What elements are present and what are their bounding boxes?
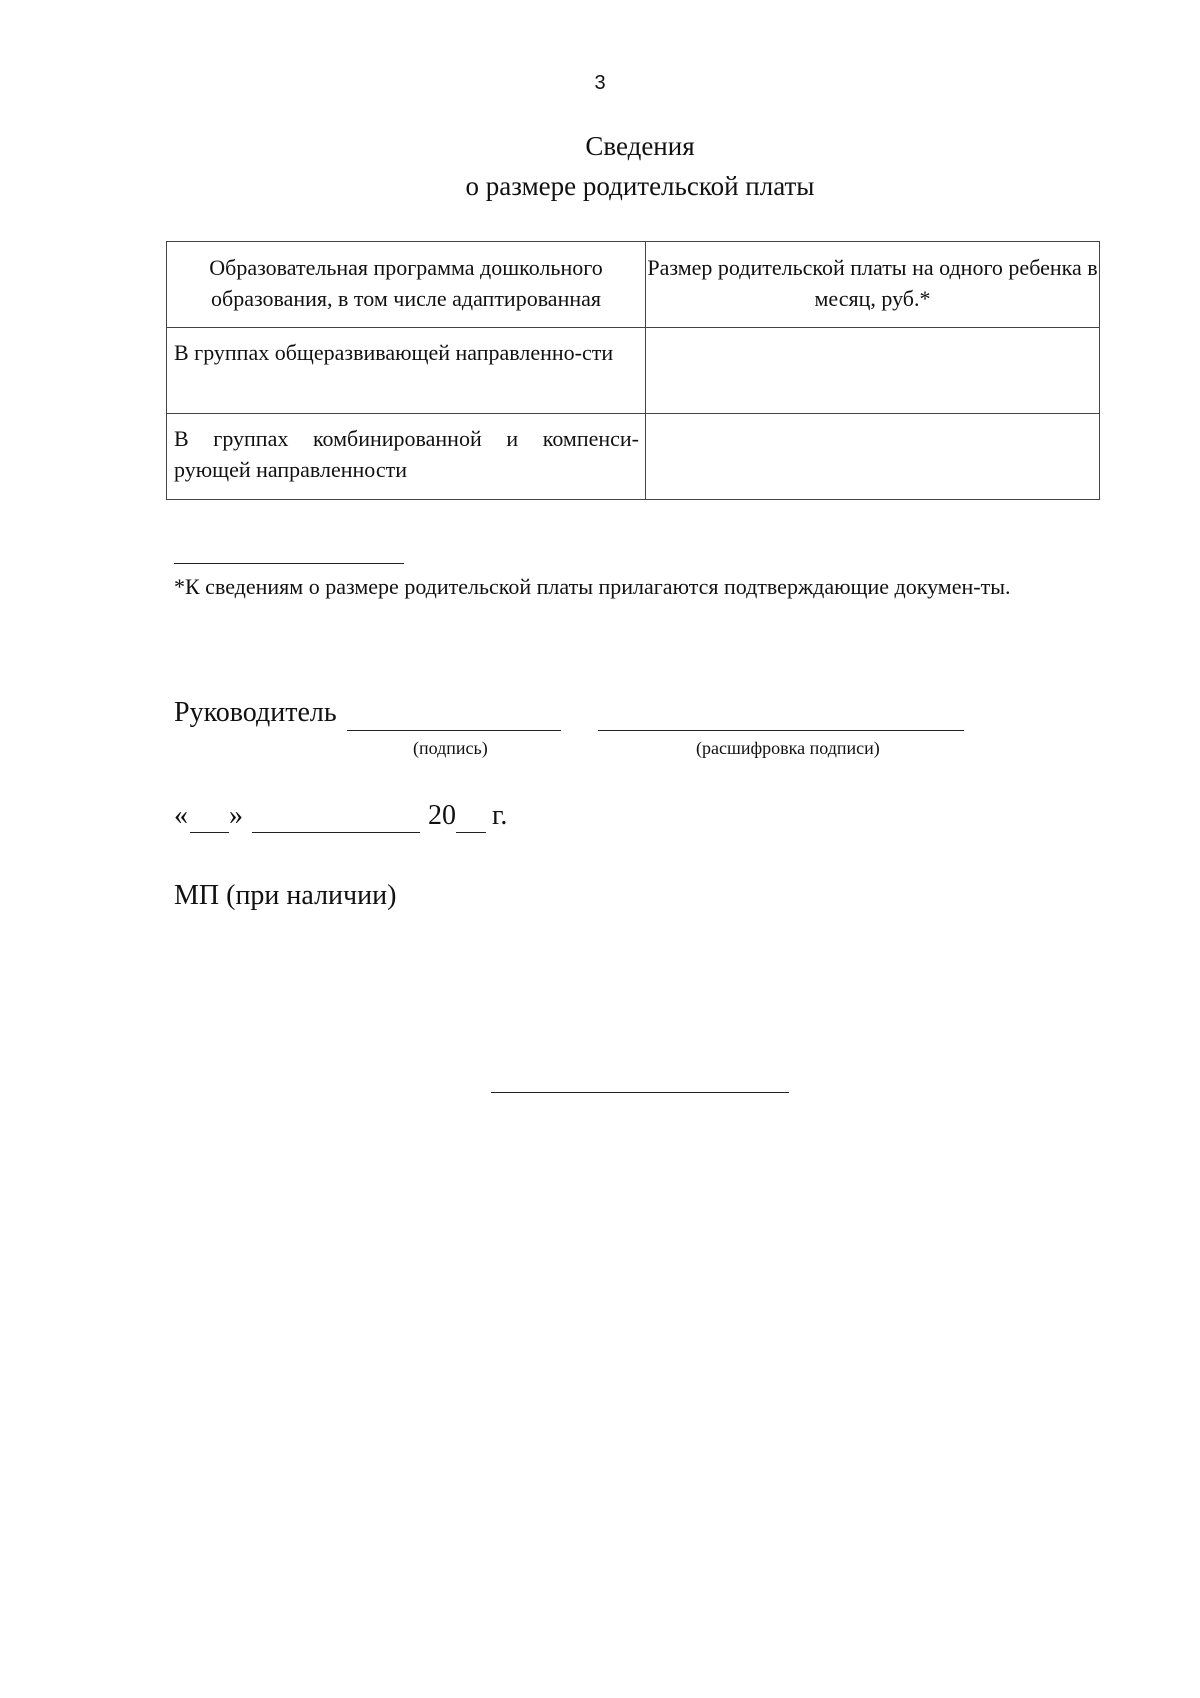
footnote-text: *К сведениям о размере родительской платы прилагаются подтверждающие докумен-ты. xyxy=(174,574,1011,599)
table-header-row xyxy=(167,242,1100,328)
date-close-quote: » xyxy=(229,800,243,831)
head-label: Руководитель xyxy=(174,697,337,728)
document-title-line-2: о размере родительской платы xyxy=(465,171,815,201)
date-year-suffix: г. xyxy=(492,800,508,831)
document-title-line-1: Сведения xyxy=(585,131,695,161)
table-cell-program: В группах комбинированной и компенси-рующей направленности xyxy=(167,414,646,500)
page-number: 3 xyxy=(594,72,606,94)
table-header-fee: Размер родительской платы на одного ребенка в месяц, руб.* xyxy=(646,242,1100,328)
date-year-line xyxy=(456,832,486,833)
stamp-label: МП (при наличии) xyxy=(174,880,397,911)
parental-fee-table xyxy=(166,241,1100,500)
footnote-separator xyxy=(174,563,404,564)
closing-rule xyxy=(491,1092,789,1093)
table-cell-fee xyxy=(646,328,1100,414)
table-row xyxy=(167,414,1100,500)
signature-caption: (подпись) xyxy=(413,738,488,758)
date-open-quote: « xyxy=(174,800,188,831)
signature-decode-line xyxy=(598,730,964,731)
date-year-prefix: 20 xyxy=(428,800,456,831)
date-day-line xyxy=(190,832,229,833)
table-cell-fee xyxy=(646,414,1100,500)
document-title xyxy=(0,126,1200,206)
table-cell-program: В группах общеразвивающей направленно-сти xyxy=(167,328,646,414)
table-row xyxy=(167,328,1100,414)
date-month-line xyxy=(252,832,420,833)
signature-decode-caption: (расшифровка подписи) xyxy=(696,738,880,758)
table-header-program: Образовательная программа дошкольного образования, в том числе адаптированная xyxy=(167,242,646,328)
signature-line xyxy=(347,730,561,731)
